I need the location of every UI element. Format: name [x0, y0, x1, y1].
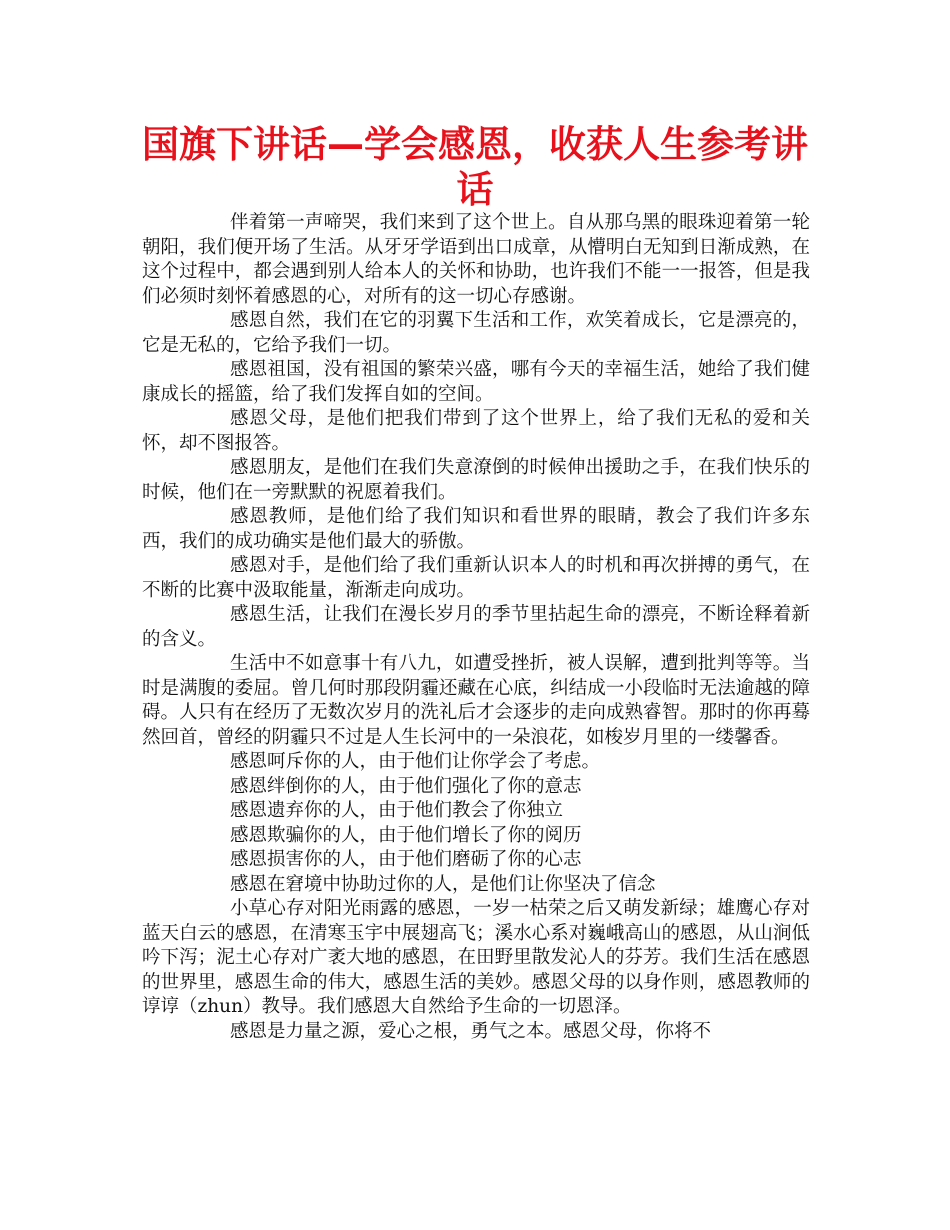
- paragraph-12: 感恩遗弃你的人，由于他们教会了你独立: [230, 800, 564, 821]
- paragraph-6: 感恩教师，是他们给了我们知识和看世界的眼睛，教会了我们许多东西，我们的成功确实是他们最大的骄傲。: [142, 506, 810, 552]
- paragraph-5: 感恩朋友，是他们在我们失意潦倒的时候伸出援助之手，在我们快乐的时候，他们在一旁默默的祝愿着我们。: [142, 457, 810, 503]
- paragraph-9: 生活中不如意事十有八九，如遭受挫折，被人误解，遭到批判等等。当时是满腹的委屈。曾几何时那段阴霾还藏在心底，纠结成一小段临时无法逾越的障碍。人只有在经历了无数次岁月的洗礼后才会逐步的走向成熟睿智。那时的你再蓦然回首，曾经的阴霾只不过是人生长河中的一朵浪花，如梭岁月里的一缕馨香。: [142, 653, 810, 748]
- paragraph-2: 感恩自然，我们在它的羽翼下生活和工作，欢笑着成长，它是漂亮的，它是无私的，它给予我们一切。: [142, 310, 810, 356]
- paragraph-7: 感恩对手，是他们给了我们重新认识本人的时机和再次拼搏的勇气，在不断的比赛中汲取能量，渐渐走向成功。: [142, 555, 810, 601]
- paragraph-10: 感恩呵斥你的人，由于他们让你学会了考虑。: [230, 751, 601, 772]
- paragraph-16: 小草心存对阳光雨露的感恩，一岁一枯荣之后又萌发新绿；雄鹰心存对蓝天白云的感恩，在清寒玉宇中展翅高飞；溪水心系对巍峨高山的感恩，从山涧低吟下泻；泥土心存对广袤大地的感恩，在田野里散发沁人的芬芳。我们生活在感恩的世界里，感恩生命的伟大，感恩生活的美妙。感恩父母的以身作则，感恩教师的谆谆（zhun）教导。我们感恩大自然给予生命的一切恩泽。: [142, 898, 810, 1017]
- paragraph-14: 感恩损害你的人，由于他们磨砺了你的心志: [230, 849, 582, 870]
- document-body: [142, 211, 810, 1044]
- paragraph-11: 感恩绊倒你的人，由于他们强化了你的意志: [230, 775, 582, 797]
- paragraph-4: 感恩父母，是他们把我们带到了这个世界上，给了我们无私的爱和关怀，却不图报答。: [142, 408, 810, 454]
- paragraph-15: 感恩在窘境中协助过你的人，是他们让你坚决了信念: [230, 873, 656, 895]
- paragraph-13: 感恩欺骗你的人，由于他们增长了你的阅历: [230, 824, 582, 846]
- document-title: 国旗下讲话—学会感恩，收获人生参考讲话: [142, 123, 808, 211]
- paragraph-17: 感恩是力量之源，爱心之根，勇气之本。感恩父母，你将不: [230, 1020, 712, 1042]
- paragraph-8: 感恩生活，让我们在漫长岁月的季节里拈起生命的漂亮，不断诠释着新的含义。: [142, 604, 810, 650]
- paragraph-1: 伴着第一声啼哭，我们来到了这个世上。自从那乌黑的眼珠迎着第一轮朝阳，我们便开场了生活。从牙牙学语到出口成章，从懵明白无知到日渐成熟，在这个过程中，都会遇到别人给本人的关怀和协助，也许我们不能一一报答，但是我们必须时刻怀着感恩的心，对所有的这一切心存感谢。: [142, 212, 810, 307]
- paragraph-3: 感恩祖国，没有祖国的繁荣兴盛，哪有今天的幸福生活，她给了我们健康成长的摇篮，给了我们发挥自如的空间。: [142, 359, 810, 405]
